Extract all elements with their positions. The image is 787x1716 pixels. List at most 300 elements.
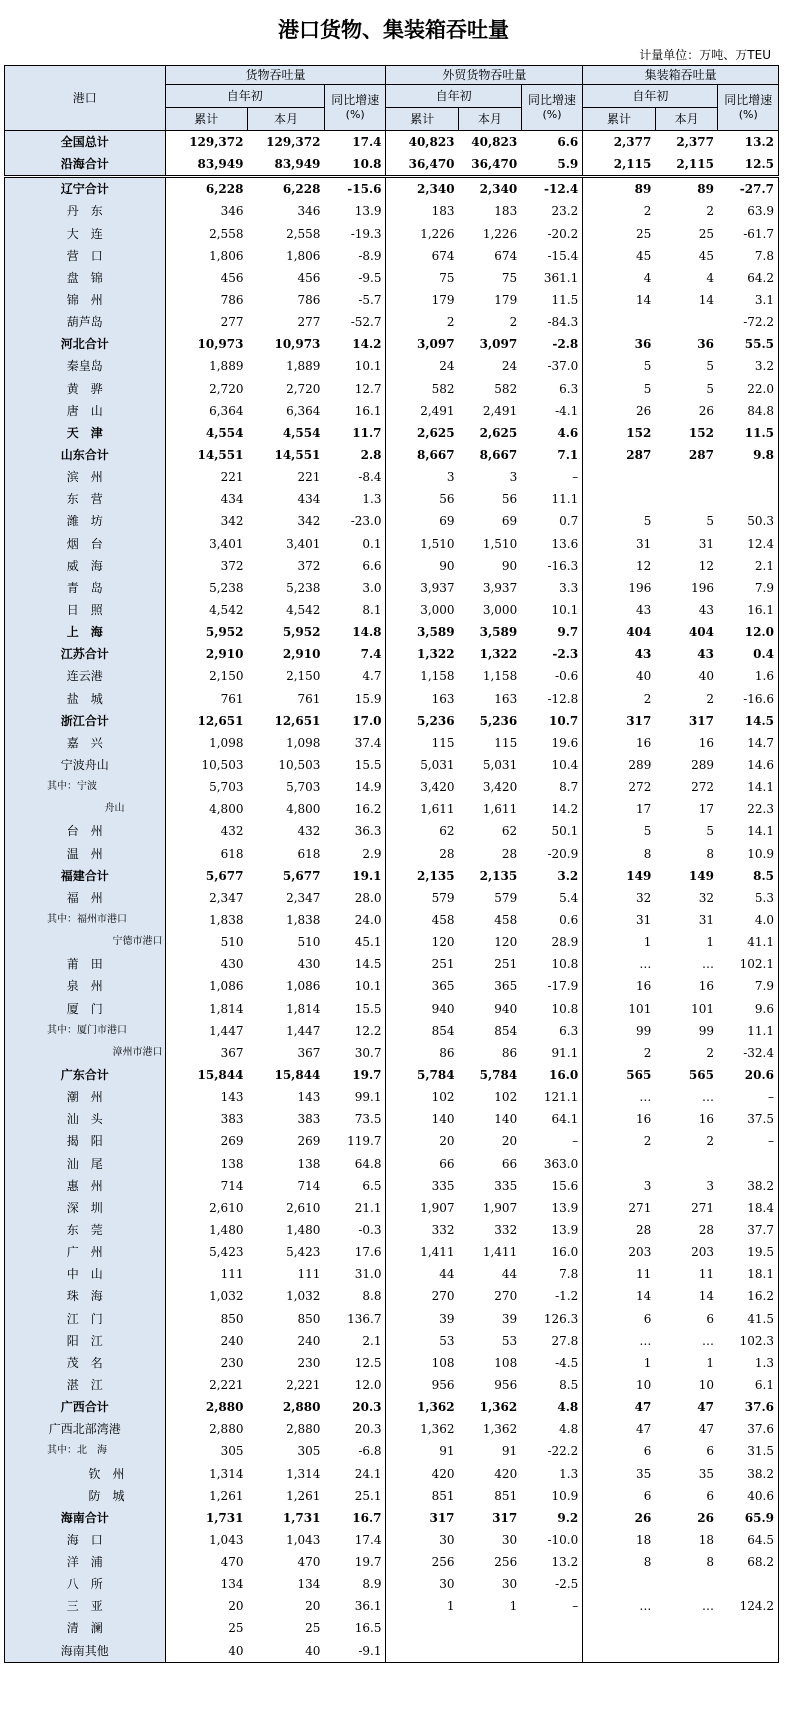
table-cell: 3,420 [482,780,518,795]
table-cell: 84.8 [718,400,779,422]
table-cell: 2,347 [286,890,321,905]
table-row [5,378,779,400]
table-cell: 30 [439,1577,455,1592]
unit-note: 计量单位：万吨、万TEU [639,48,771,62]
table-cell: 26 [697,1510,714,1525]
throughput-table [4,65,779,1663]
table-cell: 2,880 [282,1400,321,1415]
table-cell: 4.8 [521,1396,583,1418]
table-cell: 43 [697,647,714,662]
table-cell: 2.1 [324,1330,386,1352]
table-cell: 20.3 [324,1418,386,1440]
table-row [5,1352,779,1374]
table-cell: 14,551 [274,448,321,463]
table-cell: 317 [688,713,714,728]
table-cell: 335 [431,1178,455,1193]
port-name: 八 所 [5,1573,166,1595]
table-cell: 12.0 [324,1374,386,1396]
table-cell: 1,362 [420,1422,455,1437]
table-cell: 11 [698,1267,714,1282]
table-cell: 305 [297,1444,321,1459]
port-name: 日 照 [5,599,166,621]
table-cell: 8 [643,1555,652,1570]
table-cell: 129,372 [165,131,247,154]
table-row [5,131,779,154]
table-cell: 44 [439,1267,455,1282]
table-cell: 230 [297,1355,321,1370]
table-cell: -2.3 [521,643,583,665]
port-name: 海 口 [5,1529,166,1551]
table-row [5,245,779,267]
table-cell: 26 [636,403,652,418]
table-cell: 38.2 [718,1175,779,1197]
table-cell [655,488,718,510]
table-cell: 7.1 [521,444,583,466]
table-cell: 2,150 [209,669,244,684]
table-cell: 64.5 [718,1529,779,1551]
header-port: 港口 [5,66,166,131]
table-body [5,131,779,1663]
table-cell: 18.4 [718,1197,779,1219]
table-cell: 383 [220,1112,244,1127]
table-cell: 1,158 [482,669,518,684]
table-cell: 16.7 [324,1507,386,1529]
table-cell: 2 [643,691,652,706]
table-cell: 37.7 [718,1219,779,1241]
table-cell: 111 [220,1267,244,1282]
pct-label: (%) [738,108,758,121]
table-cell: 14.1 [718,776,779,798]
table-cell: 956 [431,1377,455,1392]
table-cell: 31.5 [718,1440,779,1462]
table-cell: 25 [636,226,652,241]
table-cell: 1 [706,1355,714,1370]
table-cell: 36,470 [471,157,518,172]
port-name: 大 连 [5,223,166,245]
table-cell: 6 [643,1444,652,1459]
table-cell: 183 [431,204,455,219]
port-name: 东 莞 [5,1219,166,1241]
table-cell: 8.8 [324,1285,386,1307]
table-cell: 1,226 [482,226,518,241]
table-cell: 39 [501,1311,518,1326]
table-cell: 956 [494,1377,518,1392]
table-cell: – [718,1130,779,1152]
table-row [5,1640,779,1663]
table-cell: 13.9 [521,1197,583,1219]
table-cell: -2.5 [521,1573,583,1595]
table-cell: 12.0 [718,621,779,643]
table-cell: 14.5 [324,953,386,975]
table-cell: 1,480 [286,1222,321,1237]
table-cell: 1,806 [209,248,244,263]
pct-label: (%) [345,108,365,121]
table-cell: 2 [643,1045,652,1060]
table-cell: 8.5 [718,865,779,887]
table-row [5,1374,779,1396]
table-cell: 470 [220,1555,244,1570]
table-cell: 10 [636,1377,652,1392]
table-cell: 36.1 [324,1595,386,1617]
table-row [5,1263,779,1285]
port-name: 江 门 [5,1307,166,1329]
table-cell: 14.5 [718,710,779,732]
table-cell: 119.7 [324,1130,386,1152]
table-cell: -5.7 [324,289,386,311]
table-cell: 91.1 [521,1042,583,1064]
table-cell [583,1152,656,1174]
port-name: 盘 锦 [5,267,166,289]
table-cell: 1,362 [416,1400,455,1415]
table-cell: 365 [494,979,518,994]
table-cell: 230 [220,1355,244,1370]
table-cell: 17 [636,802,652,817]
table-cell: 4,542 [286,603,321,618]
table-cell: 28 [698,1222,714,1237]
port-name: 全国总计 [5,131,166,154]
table-row [5,1064,779,1086]
table-cell: 25.1 [324,1485,386,1507]
table-cell: 2,135 [416,868,455,883]
table-cell: 1 [706,935,714,950]
table-cell: 270 [431,1289,455,1304]
table-cell: 6,364 [286,403,321,418]
table-cell: 10 [698,1377,714,1392]
table-cell: 45 [636,248,652,263]
table-cell: 13.9 [521,1219,583,1241]
table-cell: – [521,1595,583,1617]
table-cell: … [701,1599,714,1614]
table-cell: 99.1 [324,1086,386,1108]
table-cell: 1,907 [420,1200,455,1215]
table-cell: 5.9 [521,153,583,177]
table-cell: 3 [446,470,455,485]
table-cell: 6,364 [209,403,244,418]
table-cell: 2,221 [209,1377,244,1392]
port-name: 葫芦岛 [5,311,166,333]
table-cell: 1 [643,935,652,950]
table-cell: 1,043 [209,1532,244,1547]
table-cell: 44 [501,1267,518,1282]
table-cell: 420 [494,1466,518,1481]
table-cell: 2,150 [286,669,321,684]
table-cell: 2.8 [324,444,386,466]
table-cell: 5,236 [416,713,455,728]
header-foreign-yoy [521,85,583,131]
table-cell: 1,814 [209,1001,244,1016]
table-cell: 32 [636,890,652,905]
table-cell: -17.9 [521,975,583,997]
table-cell: 1,086 [209,979,244,994]
port-name: 威 海 [5,555,166,577]
port-name: 福 州 [5,887,166,909]
table-cell: … [701,1090,714,1105]
table-cell: 4.0 [718,909,779,931]
header-cargo-cum: 累计 [165,108,247,131]
table-cell: 10.7 [521,710,583,732]
table-cell: 5,703 [209,780,244,795]
table-cell: 14 [636,1289,652,1304]
table-cell: 1,611 [482,802,518,817]
table-row [5,1108,779,1130]
port-name: 海南其他 [5,1640,166,1663]
table-cell: -9.5 [324,267,386,289]
table-row [5,1396,779,1418]
table-cell: 203 [628,1245,652,1260]
table-cell: 140 [494,1112,518,1127]
table-cell: 317 [492,1510,518,1525]
table-cell: -0.3 [324,1219,386,1241]
table-cell: 2 [643,204,652,219]
table-cell: -4.1 [521,400,583,422]
table-cell: 14.2 [521,798,583,820]
table-cell: 12.4 [718,533,779,555]
table-cell: 40 [636,669,652,684]
table-cell: 367 [297,1045,321,1060]
table-row [5,1462,779,1484]
table-cell: 43 [698,603,714,618]
table-cell: 277 [220,315,244,330]
table-cell: 6.3 [521,1020,583,1042]
port-name: 洋 浦 [5,1551,166,1573]
table-cell: 10.9 [718,843,779,865]
table-cell: 940 [494,1001,518,1016]
table-cell: 75 [501,270,518,285]
header-container-yoy [718,85,779,131]
table-cell: 31 [698,536,714,551]
table-cell: 372 [220,558,244,573]
table-cell: 9.7 [521,621,583,643]
table-cell: 14.2 [324,333,386,355]
table-cell: 120 [431,935,455,950]
table-cell: 11.1 [521,488,583,510]
table-cell: 1,158 [420,669,455,684]
table-cell: 12,651 [197,713,244,728]
table-row [5,1086,779,1108]
table-cell: 4.7 [324,665,386,687]
table-cell: 5 [706,514,714,529]
table-cell: 11.1 [718,1020,779,1042]
table-cell: 5,952 [282,625,321,640]
table-cell: 1,261 [286,1488,321,1503]
table-cell: 16.2 [324,798,386,820]
table-cell: 317 [429,1510,455,1525]
table-cell: 101 [628,1001,652,1016]
header-cargo-yoy [324,85,386,131]
header-foreign-cum: 累计 [386,108,459,131]
table-cell: 2,880 [286,1422,321,1437]
table-cell: -8.4 [324,466,386,488]
table-cell: 346 [220,204,244,219]
port-name: 温 州 [5,843,166,865]
table-cell: 1,838 [209,912,244,927]
table-cell: 1,510 [420,536,455,551]
table-cell: 16 [698,979,714,994]
table-row [5,843,779,865]
table-cell: … [701,957,714,972]
table-cell: 13.2 [521,1551,583,1573]
table-cell: 1,098 [286,735,321,750]
table-cell: 6 [643,1488,652,1503]
table-cell: 16.0 [521,1064,583,1086]
table-row [5,1197,779,1219]
table-cell: 289 [628,758,652,772]
table-cell: 2,720 [286,381,321,396]
table-cell: 102 [431,1090,455,1105]
table-cell: 63.9 [718,200,779,222]
table-cell: 1,314 [209,1466,244,1481]
table-cell: 434 [297,492,321,507]
table-cell: -23.0 [324,510,386,532]
table-cell: 14 [698,1289,714,1304]
port-name: 台 州 [5,820,166,842]
table-cell: 5 [706,824,714,839]
table-cell: 19.6 [521,732,583,754]
table-cell: 183 [494,204,518,219]
header-container: 集装箱吞吐量 [583,66,779,85]
table-row [5,975,779,997]
table-cell: 3.3 [521,577,583,599]
table-cell: 13.9 [324,200,386,222]
table-cell: 39 [439,1311,455,1326]
port-name: 清 澜 [5,1617,166,1639]
table-cell: 40.6 [718,1485,779,1507]
header-foreign-month: 本月 [459,108,522,131]
table-cell: … [639,1599,652,1614]
table-cell: 8 [706,1555,714,1570]
table-cell: 761 [297,691,321,706]
table-cell: -72.2 [718,311,779,333]
port-name: 滨 州 [5,466,166,488]
header-cargo-month: 本月 [247,108,324,131]
table-cell: 342 [297,514,321,529]
table-row [5,400,779,422]
table-cell: 221 [220,470,244,485]
table-cell: 674 [494,248,518,263]
table-cell: 24.0 [324,909,386,931]
table-row [5,333,779,355]
table-cell: 1 [509,1599,518,1614]
pct-label: (%) [542,108,562,121]
table-cell: 179 [494,293,518,308]
table-cell: 179 [431,293,455,308]
table-cell: 14.9 [324,776,386,798]
table-cell: 940 [431,1001,455,1016]
table-cell: 102 [494,1090,518,1105]
table-cell: 25 [228,1621,244,1636]
table-cell: 43 [636,603,652,618]
table-cell: 40,823 [459,131,522,154]
table-cell: 101 [691,1001,714,1016]
table-cell: 5,677 [205,868,244,883]
table-cell: 579 [431,890,455,905]
table-cell: 5 [643,381,652,396]
table-cell: 121.1 [521,1086,583,1108]
table-cell: -84.3 [521,311,583,333]
port-name: 三 亚 [5,1595,166,1617]
table-cell: 62 [439,824,455,839]
table-row [5,1152,779,1174]
table-cell [655,466,718,488]
table-cell: – [521,1130,583,1152]
table-cell: 12.2 [324,1020,386,1042]
table-row [5,621,779,643]
table-cell [583,488,656,510]
table-cell: 3,401 [286,536,321,551]
table-cell: 40,823 [386,131,459,154]
table-cell: 2,910 [282,647,321,662]
table-cell: 786 [297,293,321,308]
port-name: 揭 阳 [5,1130,166,1152]
table-cell: 6 [706,1488,714,1503]
table-row [5,267,779,289]
table-cell: 19.5 [718,1241,779,1263]
table-cell: 36 [634,337,652,352]
table-row [5,355,779,377]
table-cell: 420 [431,1466,455,1481]
port-name: 营 口 [5,245,166,267]
yoy-label: 同比增速 [724,93,773,107]
table-row [5,555,779,577]
table-cell: 32 [698,890,714,905]
header-container-cum: 累计 [583,108,656,131]
table-cell: 47 [697,1400,714,1415]
table-cell: -15.6 [324,177,386,201]
table-cell: – [521,466,583,488]
table-row [5,1130,779,1152]
table-cell: 271 [691,1200,714,1215]
table-cell: 3,000 [420,603,455,618]
table-cell: 35 [698,1466,714,1481]
table-cell: 2,880 [209,1422,244,1437]
table-cell: 7.8 [521,1263,583,1285]
table-cell: 565 [626,1067,652,1082]
port-name: 莆 田 [5,953,166,975]
table-cell: 3,000 [482,603,518,618]
table-cell: 1.3 [718,1352,779,1374]
table-cell: 271 [628,1200,652,1215]
table-cell: 7.9 [718,975,779,997]
table-cell: 4,554 [282,425,321,440]
table-cell: 786 [220,293,244,308]
port-name: 天 津 [5,422,166,444]
table-cell: -16.6 [718,688,779,710]
table-cell: 5,236 [479,713,518,728]
table-cell: 18.1 [718,1263,779,1285]
table-cell: 0.1 [324,533,386,555]
table-row [5,422,779,444]
table-cell: 6 [643,1311,652,1326]
table-cell: 1 [643,1355,652,1370]
table-cell: -1.2 [521,1285,583,1307]
table-cell: 14 [636,293,652,308]
table-cell: 618 [220,846,244,861]
table-cell: 1,889 [286,359,321,374]
port-name: 阳 江 [5,1330,166,1352]
table-cell: 11.7 [324,422,386,444]
table-cell: 240 [297,1333,321,1348]
port-name: 烟 台 [5,533,166,555]
table-row [5,488,779,510]
table-cell: 5 [643,514,652,529]
table-row [5,887,779,909]
table-row [5,710,779,732]
table-cell: 15,844 [274,1067,321,1082]
table-cell: 18 [636,1532,652,1547]
table-row [5,533,779,555]
table-cell: 1,032 [209,1289,244,1304]
table-cell: 2,340 [386,177,459,201]
